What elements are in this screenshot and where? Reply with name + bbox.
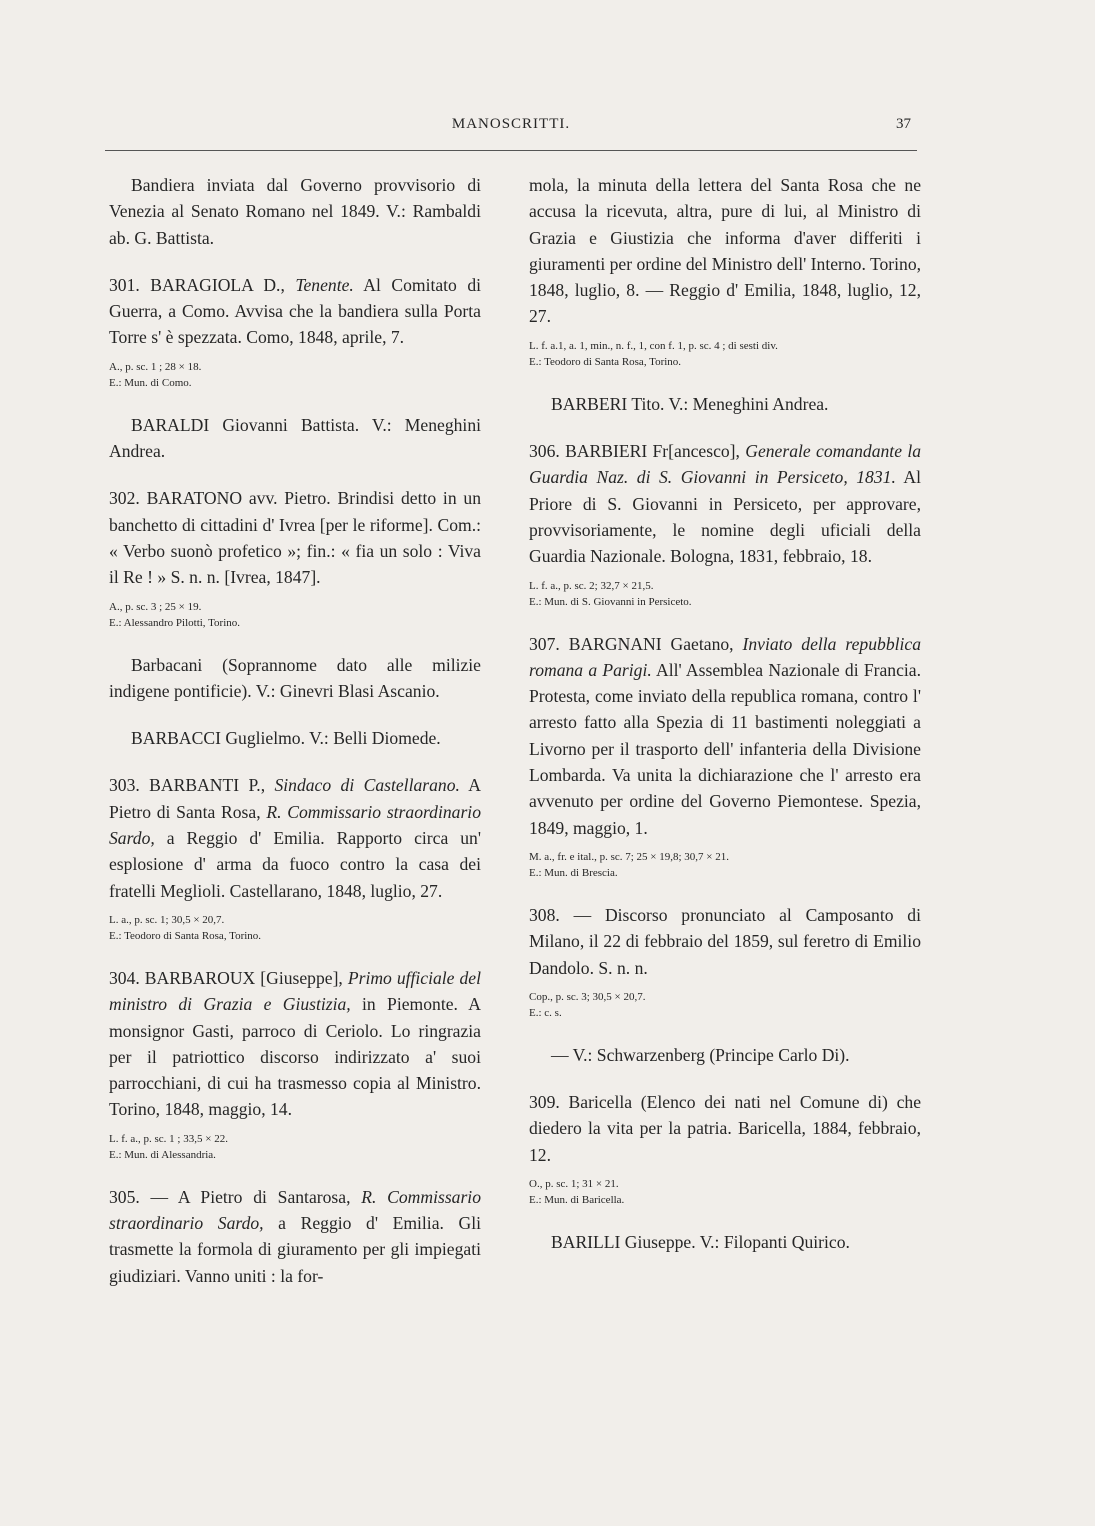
entry-305-continuation bbox=[529, 172, 921, 370]
entry-307 bbox=[529, 631, 921, 881]
note-format: L. f. a., p. sc. 2; 32,7 × 21,5. bbox=[529, 579, 654, 592]
entry-note bbox=[109, 359, 481, 391]
left-column bbox=[109, 172, 481, 1310]
entry-text bbox=[109, 965, 481, 1123]
entry-309 bbox=[529, 1089, 921, 1208]
entry-303 bbox=[109, 772, 481, 943]
entry-title: R. Commissario straordinario Sardo, bbox=[109, 801, 481, 849]
entry-note bbox=[529, 1176, 921, 1208]
entry-302 bbox=[109, 485, 481, 630]
entry-title: Sindaco di Castellarano. bbox=[274, 775, 460, 796]
entry-head: 306. BARBIERI Fr[ancesco], bbox=[529, 441, 746, 462]
entry-note bbox=[109, 599, 481, 631]
entry-title: Inviato della repubblica romana a Parigi. bbox=[529, 633, 921, 680]
entry-title: Tenente. bbox=[295, 274, 354, 295]
cross-reference bbox=[529, 391, 921, 417]
entry-title: Primo ufficiale del ministro di Grazia e Giustizia, bbox=[109, 967, 481, 1015]
entry-301 bbox=[109, 272, 481, 391]
entry-title: Generale comandante la Guardia Naz. di S. Giovanni in Persiceto, 1831. bbox=[529, 441, 921, 488]
page-number: 37 bbox=[896, 116, 911, 132]
cross-reference bbox=[529, 1229, 921, 1255]
xref-text: Barbacani (Soprannome dato alle milizie indigene pontificie). V.: Ginevri Blasi Ascanio. bbox=[109, 654, 481, 701]
running-title: MANOSCRITTI. bbox=[451, 116, 571, 132]
note-owner: E.: Mun. di Alessandria. bbox=[109, 1148, 216, 1161]
xref-text: BARBERI Tito. V.: Meneghini Andrea. bbox=[551, 393, 829, 414]
entry-text bbox=[529, 631, 921, 841]
note-format: O., p. sc. 1; 31 × 21. bbox=[529, 1178, 619, 1191]
note-owner: E.: Mun. di S. Giovanni in Persiceto. bbox=[529, 595, 692, 608]
entry-head: 307. BARGNANI Gaetano, bbox=[529, 633, 743, 654]
xref-text: BARBACCI Guglielmo. V.: Belli Diomede. bbox=[131, 728, 441, 749]
entry-300-continuation bbox=[109, 172, 481, 251]
note-format: L. f. a., p. sc. 1 ; 33,5 × 22. bbox=[109, 1132, 228, 1145]
note-owner: E.: Teodoro di Santa Rosa, Torino. bbox=[529, 355, 682, 368]
entry-body: All' Assemblea Nazionale di Francia. Protesta, come inviato della republica romana, contro l' arresto fatto alla Spezia di 11 bastimenti noleggiati a Livorno per il trasporto dell' infanteria della Divisione Lombarda. Va unita la dichiarazione che l' arresto era avvenuto per ordine del Governo Piemontese. Spezia, 1849, maggio, 1. bbox=[529, 659, 921, 838]
entry-304 bbox=[109, 965, 481, 1163]
entry-306 bbox=[529, 438, 921, 609]
entry-body: Al Priore di S. Giovanni in Persiceto, per approvare, provvisoriamente, le nomine degli uficiali della Guardia Nazionale. Bologna, 1831, febbraio, 18. bbox=[529, 467, 921, 567]
entry-text: mola, la minuta della lettera del Santa Rosa che ne accusa la ricevuta, altra, pure di lui, al Ministro di Grazia e Giustizia che informa d'aver differiti i giuramenti per ordine del Ministro dell' Interno. Torino, 1848, luglio, 8. — Reggio d' Emilia, 1848, luglio, 12, 27. bbox=[529, 175, 922, 327]
entry-head: 301. BARAGIOLA D., bbox=[109, 274, 296, 295]
note-owner: E.: Mun. di Como. bbox=[109, 376, 192, 389]
entry-note bbox=[529, 338, 921, 370]
entry-text bbox=[109, 772, 481, 903]
note-format: A., p. sc. 1 ; 28 × 18. bbox=[109, 360, 202, 373]
entry-mid: A Pietro di Santa Rosa, bbox=[109, 775, 482, 822]
cross-reference bbox=[109, 412, 481, 465]
entry-305 bbox=[109, 1184, 481, 1289]
page-header bbox=[105, 116, 917, 151]
entry-note bbox=[109, 912, 481, 944]
note-owner: E.: Teodoro di Santa Rosa, Torino. bbox=[109, 929, 262, 942]
right-column bbox=[529, 172, 921, 1276]
entry-head: 303. BARBANTI P., bbox=[109, 775, 275, 796]
entry-note bbox=[109, 1131, 481, 1163]
note-format: A., p. sc. 3 ; 25 × 19. bbox=[109, 600, 202, 613]
cross-reference bbox=[109, 652, 481, 705]
entry-note bbox=[529, 989, 921, 1021]
entry-head: 305. — A Pietro di Santarosa, bbox=[109, 1186, 362, 1207]
note-format: L. f. a.1, a. 1, min., n. f., 1, con f. 1, p. sc. 4 ; di sesti div. bbox=[529, 339, 778, 352]
note-owner: E.: c. s. bbox=[529, 1006, 562, 1019]
note-owner: E.: Mun. di Brescia. bbox=[529, 866, 618, 879]
entry-text: 302. BARATONO avv. Pietro. Brindisi detto in un banchetto di cittadini d' Ivrea [per le riforme]. Com.: « Verbo suonò profetico »; fin.: « fia un solo : Viva il Re ! » S. n. n. [Ivrea, 1847]. bbox=[109, 488, 481, 588]
entry-308 bbox=[529, 902, 921, 1021]
entry-note bbox=[529, 578, 921, 610]
entry-note bbox=[529, 849, 921, 881]
entry-text bbox=[109, 1184, 481, 1289]
entry-text: 309. Baricella (Elenco dei nati nel Comune di) che diedero la vita per la patria. Baricella, 1884, febbraio, 12. bbox=[529, 1092, 921, 1165]
note-owner: E.: Mun. di Baricella. bbox=[529, 1194, 625, 1207]
entry-body: in Piemonte. A monsignor Gasti, parroco di Ceriolo. Lo ringrazia per il patriottico discorso indirizzato a' suoi parrocchiani, di cui ha trasmesso copia al Ministro. Torino, 1848, maggio, 14. bbox=[109, 994, 481, 1120]
entry-title: R. Commissario straordinario Sardo, bbox=[109, 1186, 481, 1234]
entry-body: Al Comitato di Guerra, a Como. Avvisa che la bandiera sulla Porta Torre s' è spezzata. Como, 1848, aprile, 7. bbox=[109, 274, 481, 348]
entry-text: Bandiera inviata dal Governo provvisorio di Venezia al Senato Romano nel 1849. V.: Rambaldi ab. G. Battista. bbox=[109, 175, 481, 248]
entry-text: 308. — Discorso pronunciato al Camposanto di Milano, il 22 di febbraio del 1859, sul feretro di Emilio Dandolo. S. n. n. bbox=[529, 904, 921, 978]
note-format: L. a., p. sc. 1; 30,5 × 20,7. bbox=[109, 913, 225, 926]
entry-body: a Reggio d' Emilia. Gli trasmette la formola di giuramento per gli impiegati giudiziari. Vanno uniti : la for- bbox=[109, 1213, 481, 1286]
note-format: Cop., p. sc. 3; 30,5 × 20,7. bbox=[529, 990, 646, 1003]
note-owner: E.: Alessandro Pilotti, Torino. bbox=[109, 616, 241, 629]
cross-reference bbox=[109, 725, 481, 751]
note-format: M. a., fr. e ital., p. sc. 7; 25 × 19,8; 30,7 × 21. bbox=[529, 850, 729, 863]
entry-head: 304. BARBAROUX [Giuseppe], bbox=[109, 967, 348, 988]
entry-body: a Reggio d' Emilia. Rapporto circa un' esplosione d' arma da fuoco contro la casa dei fratelli Meglioli. Castellarano, 1848, luglio, 27. bbox=[109, 828, 481, 901]
xref-text: BARALDI Giovanni Battista. V.: Meneghini Andrea. bbox=[109, 414, 481, 462]
xref-text: — V.: Schwarzenberg (Principe Carlo Di). bbox=[551, 1044, 850, 1065]
xref-text: BARILLI Giuseppe. V.: Filopanti Quirico. bbox=[551, 1232, 850, 1253]
entry-text bbox=[529, 438, 921, 569]
cross-reference bbox=[529, 1042, 921, 1068]
entry-text bbox=[109, 272, 481, 351]
